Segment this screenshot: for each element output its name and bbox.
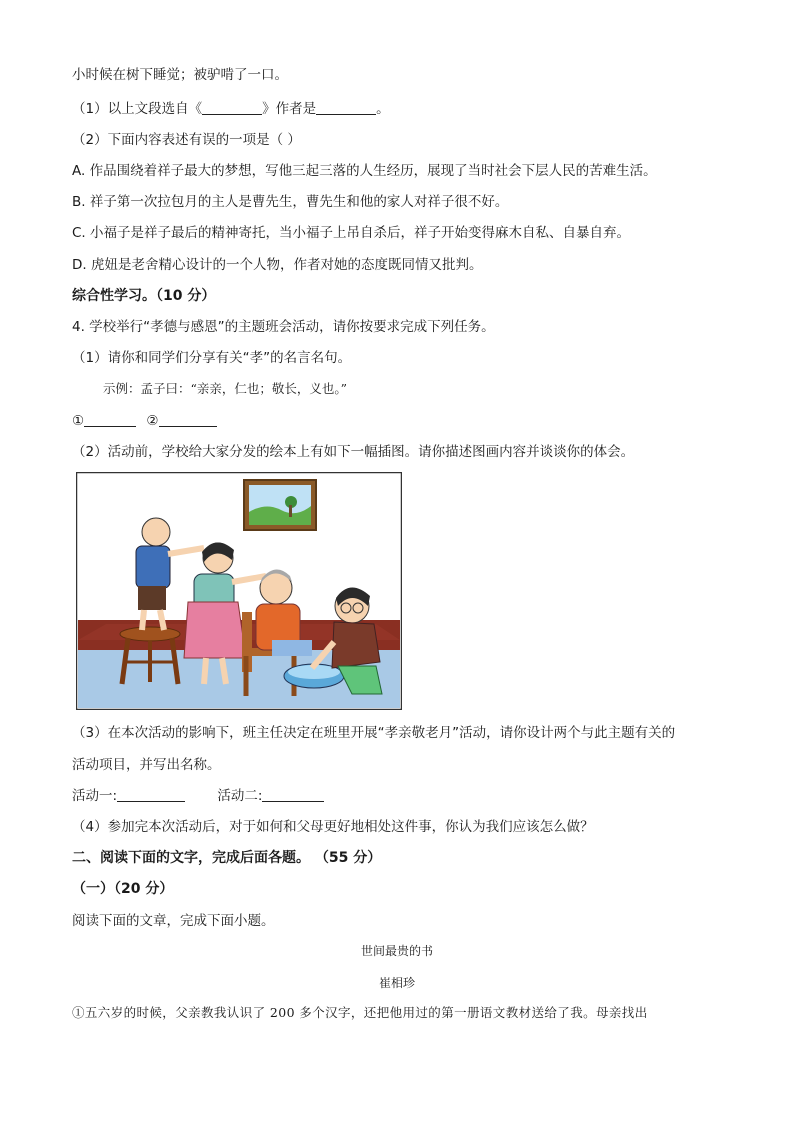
section-2-heading: 二、阅读下面的文字，完成后面各题。 （55 分） [72,850,382,866]
option-c: C. 小福子是祥子最后的精神寄托，当小福子上吊自杀后，祥子开始变得麻木自私、自暴自弃。 [72,225,631,241]
family-illustration [76,472,402,710]
question-4-4: （4）参加完本次活动后，对于如何和父母更好地相处这件事，你认为我们应该怎么做？ [72,819,594,835]
article-title: 世间最贵的书 [360,944,433,958]
option-b: B. 祥子第一次拉包月的主人是曹先生，曹先生和他的家人对祥子很不好。 [72,194,509,210]
question-4-3-line2: 活动项目，并写出名称。 [72,757,221,773]
question-4-3-line1: （3）在本次活动的影响下，班主任决定在班里开展“孝亲敬老月”活动，请你设计两个与此主题有关的 [72,725,676,741]
option-a: A. 作品围绕着祥子最大的梦想，写他三起三落的人生经历，展现了当时社会下层人民的苦难生活。 [72,163,657,179]
part-1-heading: （一）（20 分） [72,881,174,897]
article-paragraph-1: ①五六岁的时候，父亲教我认识了 200 多个汉字，还把他用过的第一册语文教材送给了我。母亲找出 [72,1005,648,1020]
question-1-2: （2）下面内容表述有误的一项是（ ） [72,132,301,148]
author-blank[interactable] [316,100,376,115]
text-line: 小时候在树下睡觉；被驴啃了一口。 [72,67,288,83]
example-quote: 示例：孟子曰：“亲亲，仁也；敬长，义也。” [103,381,348,396]
book-title-blank[interactable] [202,100,262,115]
question-4-1: （1）请你和同学们分享有关“孝”的名言名句。 [72,350,352,366]
activity-2-blank[interactable] [262,787,324,802]
wall-picture-icon [244,480,316,530]
quote-blank-2[interactable] [159,412,217,427]
question-4-2: （2）活动前，学校给大家分发的绘本上有如下一幅插图。请你描述图画内容并谈谈你的体会。 [72,444,635,460]
quote-blank-1[interactable] [84,412,136,427]
quote-blanks: ① ② [72,412,217,430]
question-4: 4. 学校举行“孝德与感恩”的主题班会活动，请你按要求完成下列任务。 [72,319,495,335]
activity-1-blank[interactable] [117,787,185,802]
activity-blanks: 活动一: 活动二: [72,787,324,805]
reading-instruction: 阅读下面的文章，完成下面小题。 [72,913,275,929]
section-heading: 综合性学习。（10 分） [72,288,216,304]
question-1-1: （1）以上文段选自《 》作者是 。 [72,101,390,117]
article-author: 崔相珍 [378,976,415,990]
option-d: D. 虎妞是老舍精心设计的一个人物，作者对她的态度既同情又批判。 [72,257,483,273]
